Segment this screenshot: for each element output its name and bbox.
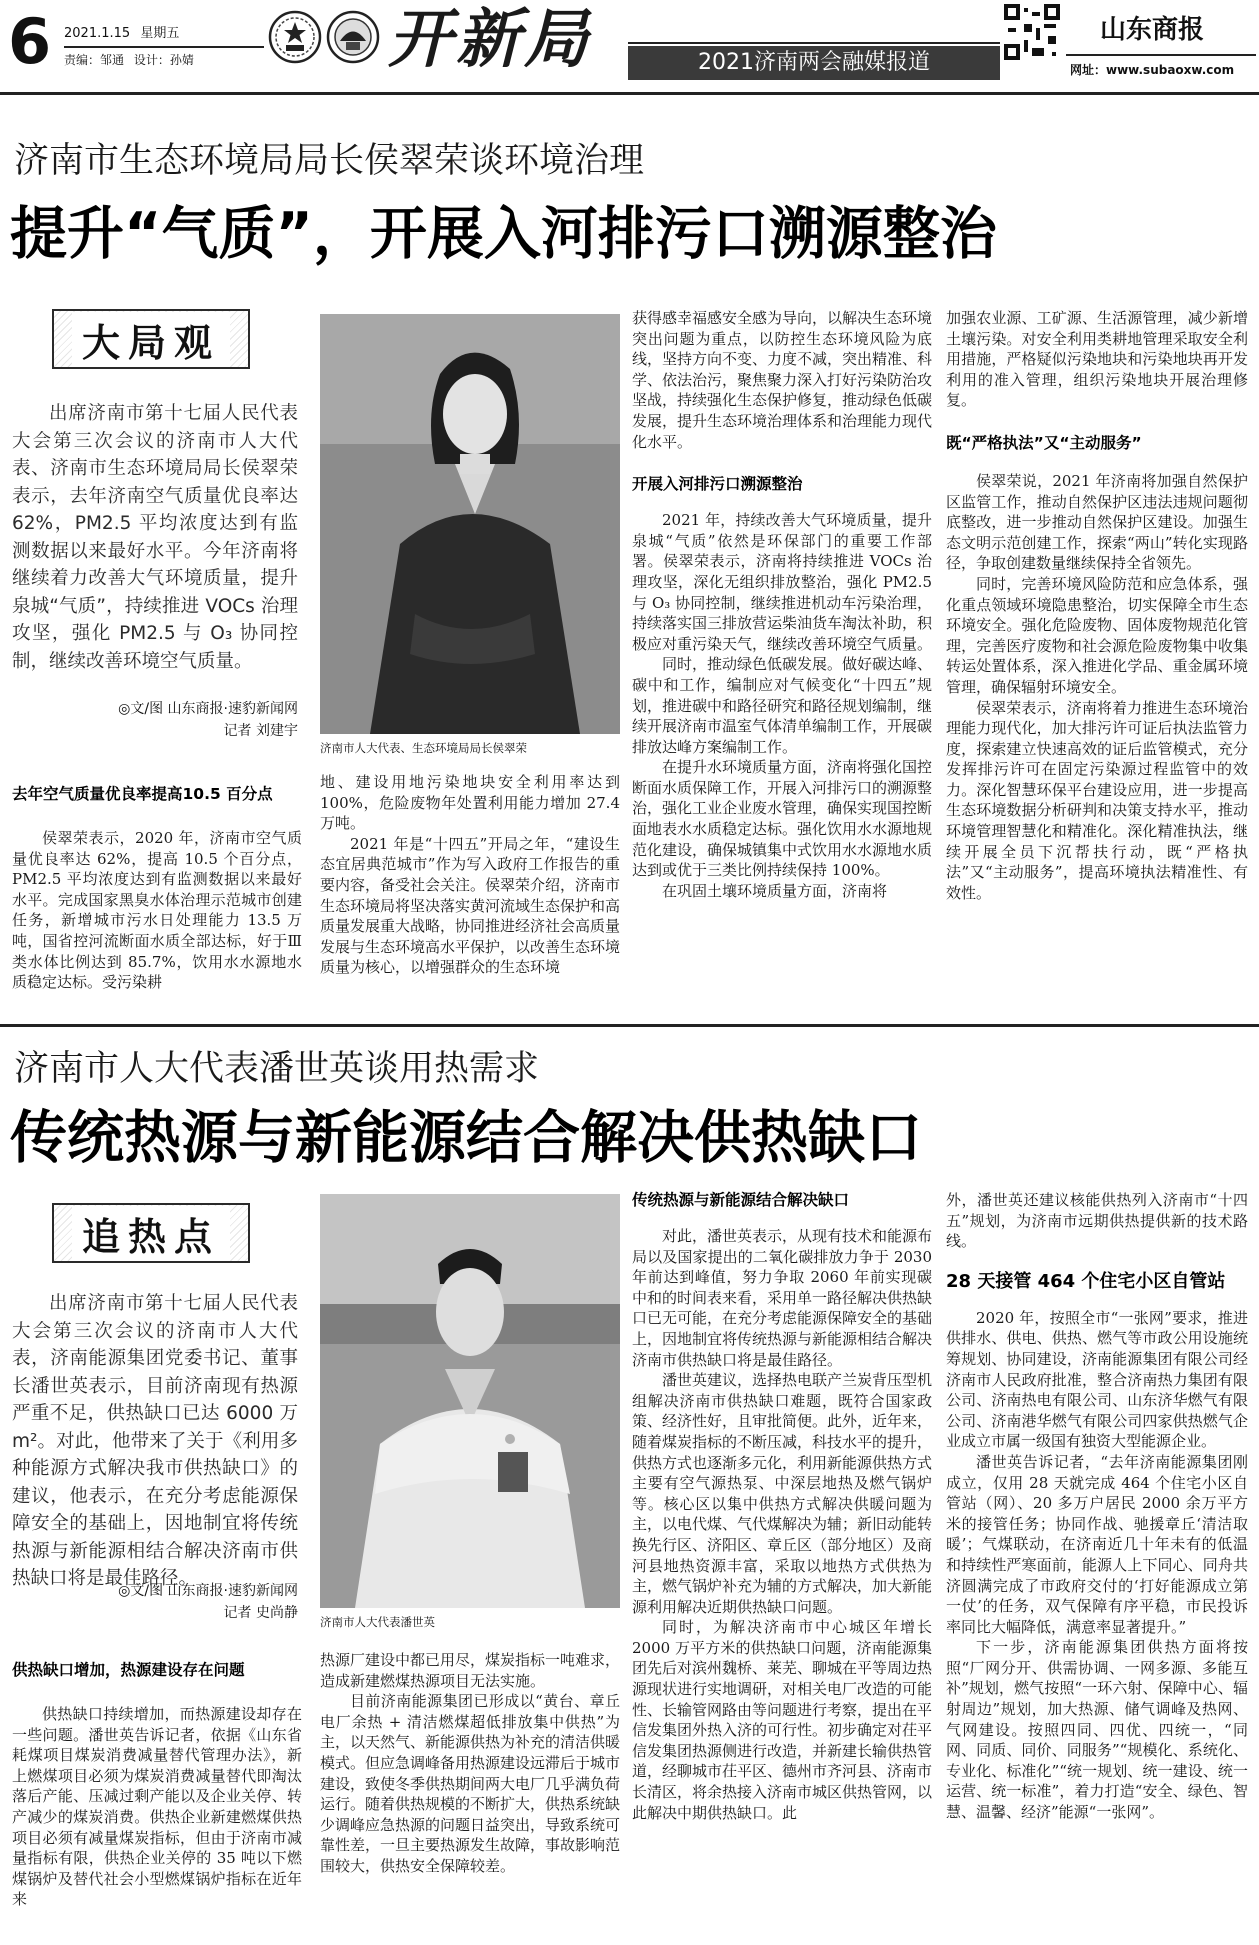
article2-col1-text: 供热缺口持续增加，而热源建设却存在一些问题。潘世英告诉记者，依据《山东省耗煤项目煤炭消费减量替代管理办法》，新上燃煤项目必须为煤炭消费减量替代即淘汰落后产能、压减过剩产能以及企业关停、转产减少的煤炭消费。供热企业新建燃煤供热项目必须有减量煤炭指标，但由于济南市减量指标有限，供热企业关停的 35 吨以下燃煤锅炉及替代社会小型燃煤锅炉指标在近年来 [12, 1705, 302, 1909]
banner-title: 2021济南两会融媒报道 [698, 50, 930, 75]
article2-col3-text-c: 同时，为解决济南市中心城区年增长 2000 万平方米的供热缺口问题，济南能源集团先后对滨州魏桥、莱芜、聊城在平等周边热源现状进行实地调研，对相关电厂改造的可能性、长输管网路由等问题进行考察，提出在平信发集团外热入济的可行性。初步确定对茌平信发集团热源侧进行改造，并新建长输供热管道，经聊城市茌平区、德州市齐河县、济南市长清区，将余热接入济南市城区供热管网，以此解决中期供热缺口。此 [632, 1618, 933, 1822]
article1-photo [320, 314, 620, 734]
article1-headline: 提升“气质”，开展入河排污口溯源整治 [10, 201, 997, 267]
website: 网址：www.subaoxw.com [1070, 63, 1235, 77]
article2-col1 [12, 1660, 302, 1942]
kaixinju-calligraphy: 开新局 [388, 2, 592, 77]
article2-col4-text-c: 潘世英告诉记者，“去年济南能源集团刚成立，仅用 28 天就完成 464 个住宅小区自管站（网）、20 多万户居民 2000 余万平方米的接管任务；协同作战、驰援章丘‘清洁取暖’；气煤联动，在济南近几十年未有的低温和持续性严寒面前，能源人上下同心、同舟共济圆满完成了市政府交付的‘打好能源成立第一仗’的任务，双气保障有序平稳，市民投诉率同比大幅降低，满意率显著提升。” [946, 1452, 1248, 1636]
article1-subhead1: 去年空气质量优良率提高10.5 百分点 [12, 785, 273, 803]
article1-col2-text-a: 地、建设用地污染地块安全利用率达到 100%，危险废物年处置利用能力增加 27.4 万吨。 [320, 773, 620, 833]
article1-col4-text-c: 同时，完善环境风险防范和应急体系，强化重点领域环境隐患整治，切实保障全市生态环境安全。强化危险废物、固体废物规范化管理，完善医疗废物和社会源危险废物集中收集转运处置体系，深入推进化学品、重金属环境管理，确保辐射环境安全。 [946, 574, 1248, 696]
masthead-divider-short [64, 46, 264, 48]
article2-col2-text-b: 目前济南能源集团已形成以“黄台、章丘电厂余热 + 清洁燃煤超低排放集中供热”为主，以天然气、新能源供热为补充的清洁供暖模式。但应急调峰备用热源建设远滞后于城市建设，致使冬季供热期间两大电厂几乎满负荷运行。随着供热规模的不断扩大，供热系统缺少调峰应急热源的问题日益突出，导致系统可靠性差，一旦主要热源发生故障，事故影响范围较大，供热安全保障较差。 [320, 1692, 621, 1875]
article1-col2-text-b: 2021 年是“十四五”开局之年，“建设生态宜居典范城市”作为写入政府工作报告的重要内容，备受社会关注。侯翠荣介绍，济南市生态环境局将坚决落实黄河流域生态保护和高质量发展重大战略，协同推进经济社会高质量发展与生态环境高水平保护，以改善生态环境质量为核心，以增强群众的生态环境 [320, 834, 621, 977]
article2-col2 [320, 1650, 620, 1942]
article2-col4-text-a: 外，潘世英还建议核能供热列入济南市“十四五”规划，为济南市远期供热提供新的技术路线。 [946, 1191, 1248, 1251]
masthead-right-rule [1066, 54, 1256, 56]
article1-byline-reporter: 记者 刘建宇 [223, 723, 298, 739]
article2-col3 [632, 1190, 932, 1942]
article2-photo [320, 1194, 620, 1608]
article2-byline-source: ◎文/图 山东商报·速豹新闻网 [118, 1583, 298, 1599]
article2-col2-text-a: 热源厂建设中都已用尽，煤炭指标一吨难求，造成新建燃煤热源项目无法实施。 [320, 1651, 621, 1690]
article-divider [0, 1024, 1259, 1027]
article1-col3-text-b: 2021 年，持续改善大气环境质量，提升泉城“气质”依然是环保部门的重要工作部署。侯翠荣表示，济南将持续推进 VOCs 治理攻坚，深化无组织排放整治，强化 PM2.5 与 O₃ 协同控制，继续推进机动车污染治理，持续落实国三排放营运柴油货车淘汰补助，积极应对重污染天气，继续改善环境空气质量。 [632, 511, 933, 653]
article2-col4-text-d: 下一步，济南能源集团供热方面将按照“厂网分开、供需协调、一网多源、多能互补”规划，燃气按照“一环六射、保障中心、辐射周边”规划，加大热源、储气调峰及热网、气网建设。按照四同、四优、四统一，“同网、同质、同价、同服务”“规模化、系统化、专业化、标准化”“统一规划、统一建设、统一运营、统一标准”，着力打造“安全、绿色、智慧、温馨、经济”能源“一张网”。 [946, 1638, 1248, 1822]
article2-col4 [946, 1190, 1248, 1942]
article1-lead [12, 400, 298, 670]
article1-col1 [12, 784, 302, 1006]
article1-lead-text: 出席济南市第十七届人民代表大会第三次会议的济南市人大代表、济南市生态环境局局长侯翠荣表示，去年济南空气质量优良率达 62%，PM2.5 平均浓度达到有监测数据以来最好水平。今年济南将继续着力改善大气环境质量，提升泉城“气质”，持续推进 VOCs 治理攻坚，强化 PM2.5 与 O₃ 协同控制，继续改善环境空气质量。 [12, 403, 298, 672]
article1-col1-text: 侯翠荣表示，2020 年，济南市空气质量优良率达 62%，提高 10.5 个百分点，PM2.5 平均浓度达到有监测数据以来最好水平。完成国家黑臭水体治理示范城市创建任务，新增城市污水日处理能力 13.5 万吨，国省控河流断面水质全部达标，好于Ⅲ类水体比例达到 85.7%，饮用水水源地水质稳定达标。受污染耕 [12, 829, 302, 992]
article2-col3-text-b: 潘世英建议，选择热电联产兰炭背压型机组解决济南市供热缺口难题，既符合国家政策、经济性好，且审批简便。此外，近年来，随着煤炭指标的不断压减，科技水平的提升，供热方式也逐渐多元化，利用新能源供热方式主要有空气源热泵、中深层地热及燃气锅炉等。核心区以集中供热方式解决供暖问题为主，以电代煤、气代煤解决为辅；新旧动能转换先行区、济阳区、章丘区（部分地区）及商河县地热资源丰富，采取以地热方式供热为主，燃气锅炉补充为辅的方式解决，加大新能源利用解决近期供热缺口问题。 [632, 1371, 933, 1616]
article1-col3-text-a: 获得感幸福感安全感为导向，以解决生态环境突出问题为重点，以防控生态环境风险为底线，坚持方向不变、力度不减，突出精准、科学、依法治污，聚焦聚力深入打好污染防治攻坚战，持续强化生态保护修复，推动绿色低碳发展，提升生态环境治理体系和治理能力现代化水平。 [632, 309, 933, 451]
designer-credit: 设计：孙婧 [133, 53, 194, 67]
national-emblem-icon [268, 8, 322, 66]
issue-date: 2021.1.15 [64, 26, 131, 41]
npc-emblem-icon [326, 8, 380, 66]
article2-subhead3: 28 天接管 464 个住宅小区自管站 [946, 1270, 1226, 1292]
article1-col3-text-d: 在提升水环境质量方面，济南将强化国控断面水质保障工作，开展入河排污口的溯源整治，强化工业企业废水管理，确保实现国控断面地表水水质稳定达标。强化饮用水水源地规范化建设，确保城镇集中式饮用水水源地水质达到或优于三类比例持续保持 100%。 [632, 758, 933, 880]
article1-col3 [632, 308, 932, 1008]
qr-code-icon [1004, 4, 1060, 60]
article1-col3-text-e: 在巩固土壤环境质量方面，济南将 [662, 881, 888, 900]
article2-col3-text-a: 对此，潘世英表示，从现有技术和能源布局以及国家提出的二氧化碳排放力争于 2030 年前达到峰值，努力争取 2060 年前实现碳中和的时间表来看，采用单一路径解决供热缺口已无可能，在充分考虑能源保障安全的基础上，因地制宜将传统热源与新能源相结合解决济南市供热缺口将是最佳路径。 [632, 1227, 933, 1369]
portrait-woman-illustration [320, 314, 620, 734]
article2-subhead1: 供热缺口增加，热源建设存在问题 [12, 1661, 245, 1679]
article2-byline-reporter: 记者 史尚静 [223, 1605, 298, 1621]
article1-photo-caption: 济南市人大代表、生态环境局局长侯翠荣 [320, 741, 527, 755]
article1-subhead3: 既“严格执法”又“主动服务” [946, 433, 1142, 452]
article1-col4-text-a: 加强农业源、工矿源、生活源管理，减少新增土壤污染。对安全利用类耕地管理采取安全利用措施，严格疑似污染地块和污染地块再开发利用的准入管理，组织污染地块开展治理修复。 [946, 309, 1248, 410]
article2-byline [12, 1580, 298, 1624]
masthead-credits [64, 52, 194, 68]
portrait-man-illustration [320, 1194, 620, 1608]
masthead-bottom-rule [0, 92, 1259, 95]
banner-top-rule [628, 42, 1000, 44]
article1-byline [12, 698, 298, 742]
masthead-date-row [64, 26, 179, 42]
article1-section-tag-label: 大局观 [72, 312, 230, 367]
article1-col3-text-c: 同时，推动绿色低碳发展。做好碳达峰、碳中和工作，编制应对气候变化“十四五”规划，推进碳中和路径研究和路径规划编制，继续开展济南市温室气体清单编制工作，开展碳排放达峰方案编制工作。 [632, 655, 933, 756]
article2-subhead2: 传统热源与新能源结合解决缺口 [632, 1191, 850, 1209]
article1-kicker: 济南市生态环境局局长侯翠荣谈环境治理 [14, 141, 645, 181]
banner-band [628, 46, 1000, 80]
article1-section-tag [52, 309, 250, 369]
article2-section-tag-label: 追热点 [72, 1206, 230, 1261]
article2-lead [12, 1290, 298, 1589]
article1-col2 [320, 772, 620, 1006]
article2-headline: 传统热源与新能源结合解决供热缺口 [10, 1105, 922, 1171]
editor-credit: 责编：邹通 [64, 53, 125, 67]
article2-photo-caption: 济南市人大代表潘世英 [320, 1615, 435, 1629]
masthead [0, 0, 1259, 96]
article2-section-tag [52, 1203, 250, 1263]
article2-kicker: 济南市人大代表潘世英谈用热需求 [14, 1049, 540, 1089]
page-number: 6 [8, 5, 52, 78]
issue-weekday: 星期五 [140, 26, 180, 41]
article1-col4-text-b: 侯翠荣说，2021 年济南将加强自然保护区监管工作，推动自然保护区违法违规问题彻底整改，进一步推动自然保护区建设。加强生态文明示范创建工作，探索“两山”转化实现路径，争取创建数量继续保持全省领先。 [946, 471, 1248, 573]
article1-col4-text-d: 侯翠荣表示，济南将着力推进生态环境治理能力现代化，加大排污许可证后执法监管力度，探索建立快速高效的证后监管模式，充分发挥排污许可在固定污染源过程监管中的效力。深化智慧环保平台建设应用，进一步提高生态环境数据分析研判和决策支持水平，推动环境管理智慧化和精准化。深化精准执法，继续开展全员下沉帮扶行动，既“严格执法”又“主动服务”，提高环境执法精准性、有效性。 [946, 698, 1248, 902]
article1-subhead2: 开展入河排污口溯源整治 [632, 475, 803, 494]
article1-byline-source: ◎文/图 山东商报·速豹新闻网 [118, 701, 298, 717]
article1-col4 [946, 308, 1248, 1008]
paper-name: 山东商报 [1100, 15, 1205, 45]
article2-lead-text: 出席济南市第十七届人民代表大会第三次会议的济南市人大代表，济南能源集团党委书记、董事长潘世英表示，目前济南现有热源严重不足，供热缺口已达 6000 万m²。对此，他带来了关于《利用多种能源方式解决我市供热缺口》的建议，他表示，在充分考虑能源保障安全的基础上，因地制宜将传统热源与新能源相结合解决济南市供热缺口将是最佳路径。 [12, 1293, 298, 1589]
article2-col4-text-b: 2020 年，按照全市“一张网”要求，推进供排水、供电、供热、燃气等市政公用设施统筹规划、协同建设，济南能源集团有限公司经济南市人民政府批准，整合济南热力集团有限公司、济南热电有限公司、山东济华燃气有限公司、济南港华燃气有限公司四家供热燃气企业成立市属一级国有独资大型能源企业。 [946, 1308, 1248, 1451]
